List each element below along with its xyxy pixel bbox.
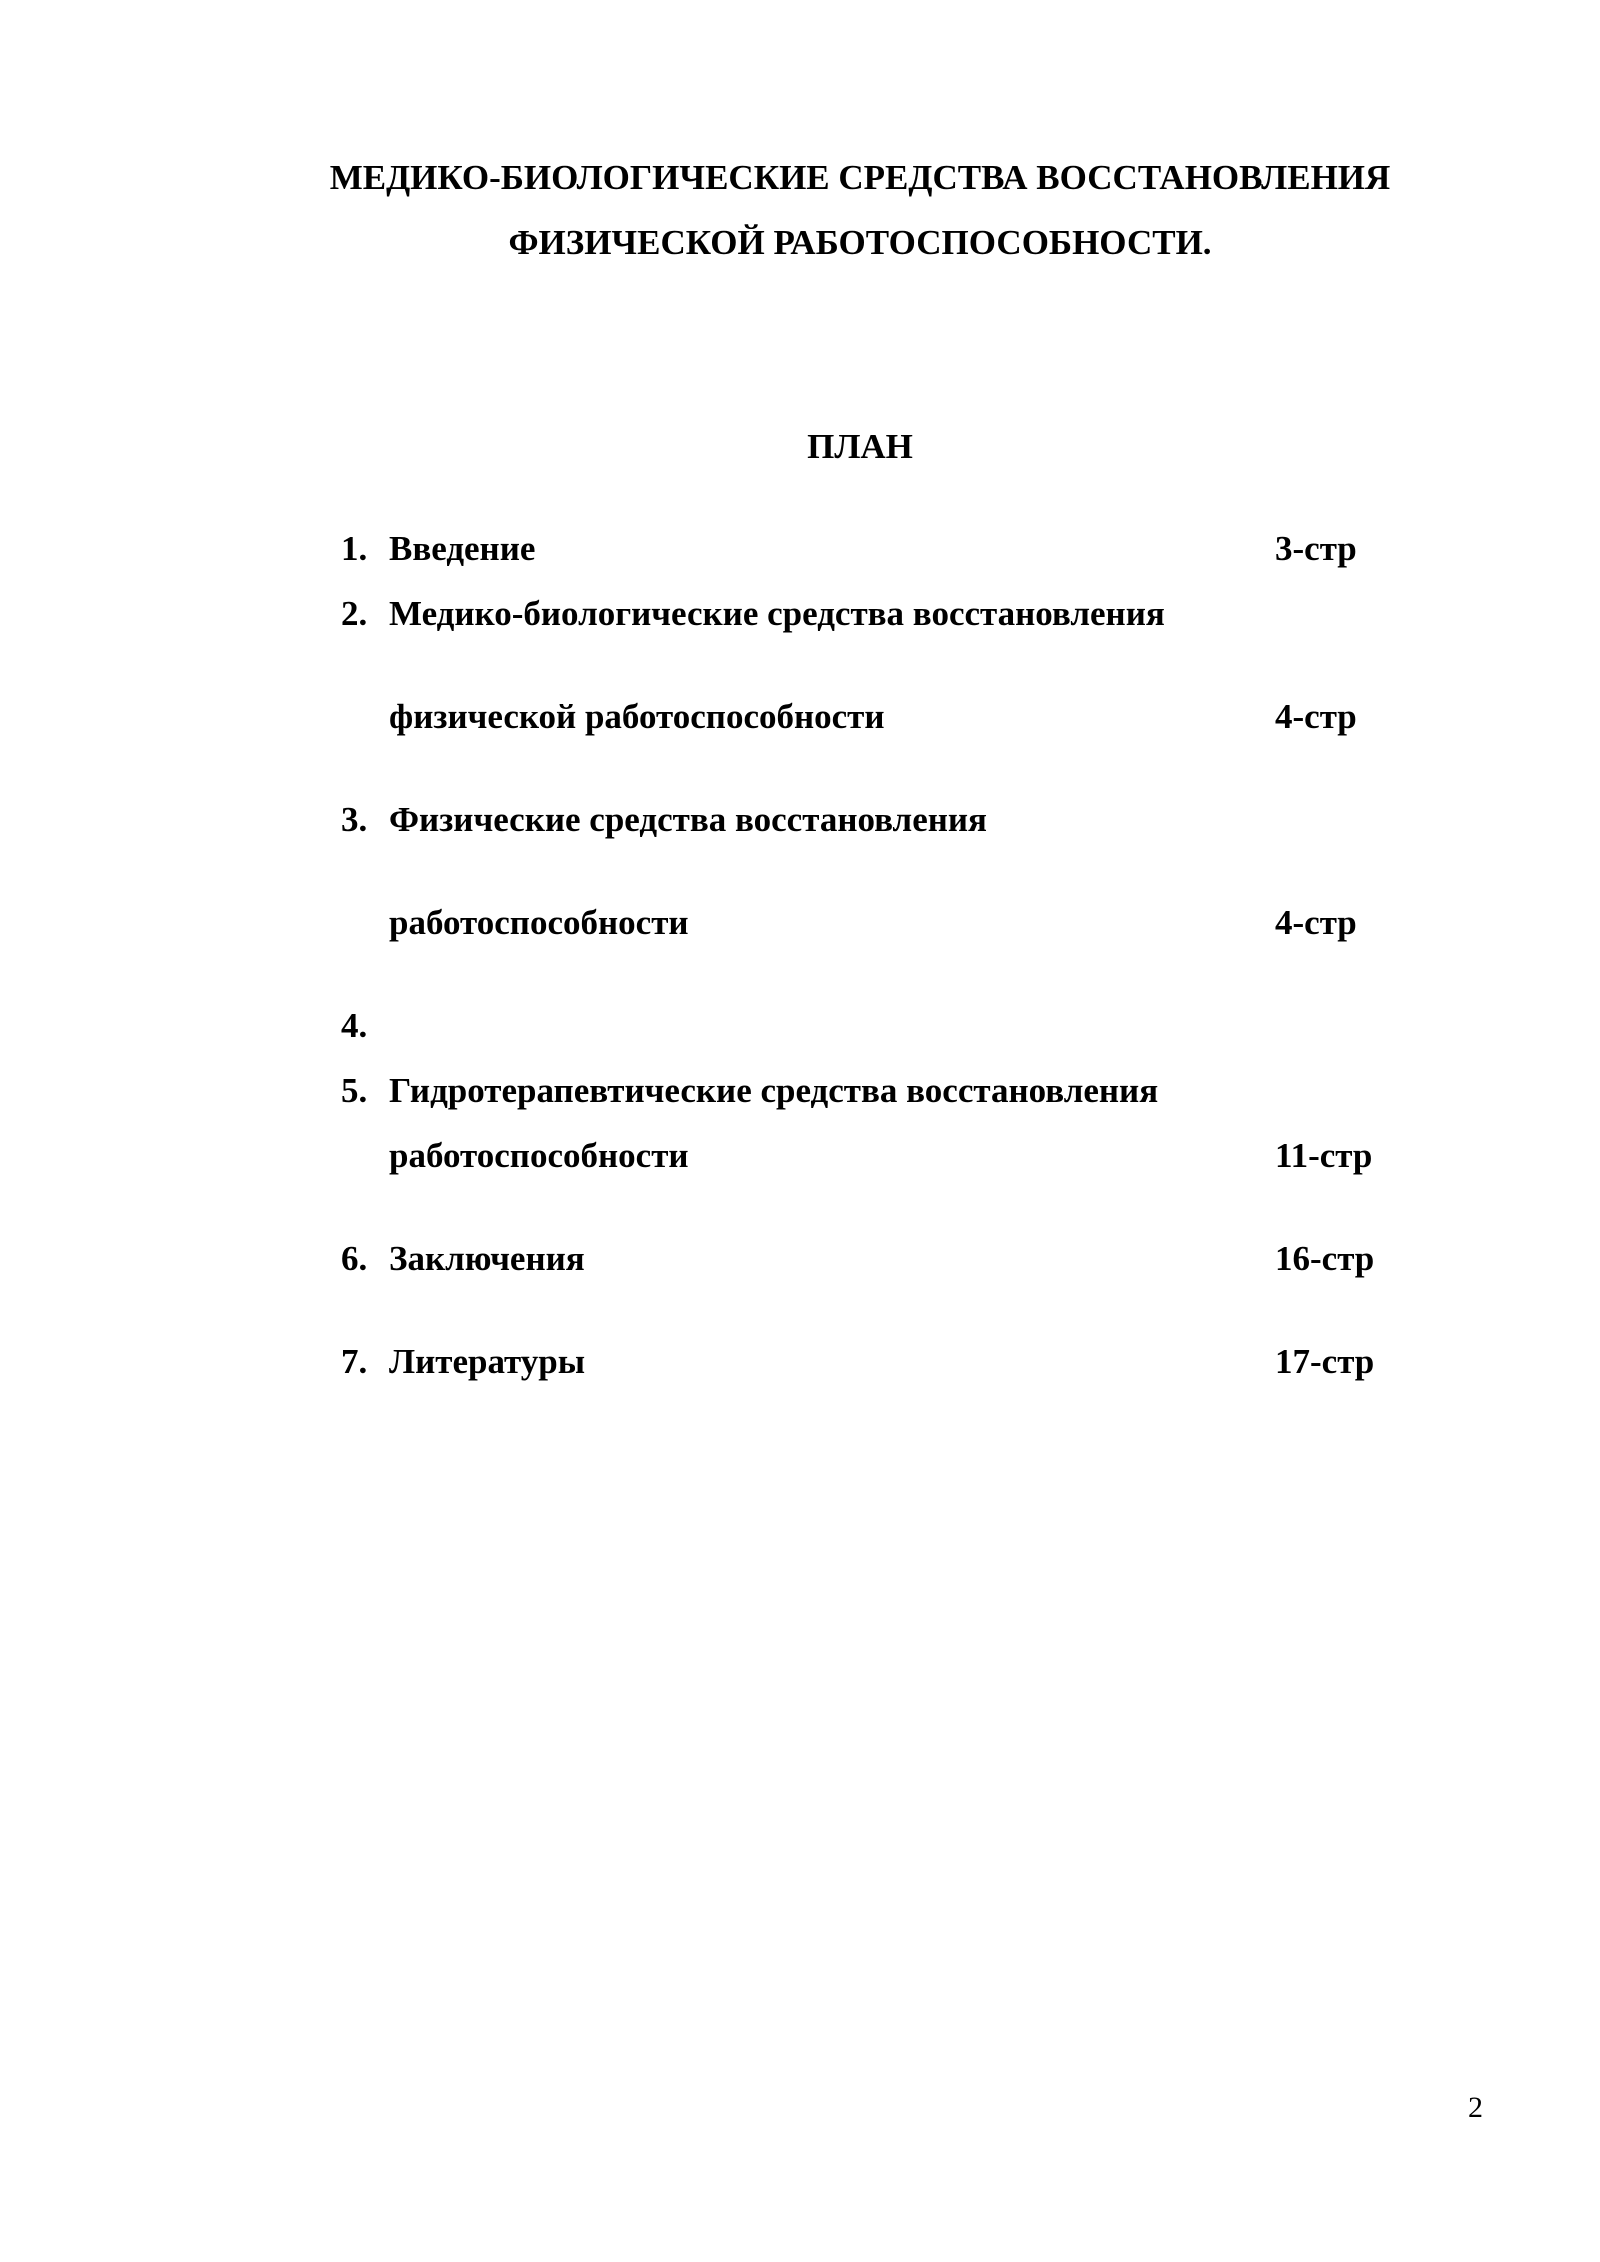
toc-item-number: 7. <box>341 1342 368 1381</box>
document-title-line-2: ФИЗИЧЕСКОЙ РАБОТОСПОСОБНОСТИ. <box>508 223 1212 262</box>
toc-item-3-continuation <box>0 893 1600 953</box>
toc-item-number: 3. <box>341 800 368 839</box>
toc-item-number: 5. <box>341 1071 368 1110</box>
toc-item-6 <box>0 1229 1600 1289</box>
toc-item-page: 4-стр <box>1275 903 1357 942</box>
toc-item-title: Физические средства восстановления <box>389 800 987 839</box>
toc-item-4 <box>0 996 1600 1056</box>
toc-item-page: 11-стр <box>1275 1136 1373 1175</box>
plan-heading: ПЛАН <box>807 427 913 466</box>
toc-item-number: 6. <box>341 1239 368 1278</box>
toc-item-3 <box>0 790 1600 850</box>
toc-item-title: Гидротерапевтические средства восстановления <box>389 1071 1159 1110</box>
toc-item-5 <box>0 1061 1600 1121</box>
toc-item-5-continuation <box>0 1126 1600 1186</box>
page-number: 2 <box>1468 2091 1483 2124</box>
toc-item-page: 17-стр <box>1275 1342 1375 1381</box>
toc-item-2 <box>0 584 1600 644</box>
toc-item-1 <box>0 519 1600 579</box>
toc-item-title: Литературы <box>389 1342 586 1381</box>
toc-item-title-continuation: физической работоспособности <box>389 697 885 736</box>
toc-item-page: 16-стр <box>1275 1239 1375 1278</box>
toc-item-page: 4-стр <box>1275 697 1357 736</box>
toc-item-title-continuation: работоспособности <box>389 903 689 942</box>
toc-item-number: 1. <box>341 529 368 568</box>
toc-item-title: Медико-биологические средства восстановления <box>389 594 1165 633</box>
toc-item-title: Заключения <box>389 1239 585 1278</box>
toc-item-number: 4. <box>341 1006 368 1045</box>
toc-item-page: 3-стр <box>1275 529 1357 568</box>
toc-item-number: 2. <box>341 594 368 633</box>
toc-item-title-continuation: работоспособности <box>389 1136 689 1175</box>
document-title-line-1: МЕДИКО-БИОЛОГИЧЕСКИЕ СРЕДСТВА ВОССТАНОВЛЕНИЯ <box>329 158 1391 197</box>
toc-item-7 <box>0 1332 1600 1392</box>
toc-item-title: Введение <box>389 529 536 568</box>
toc-item-2-continuation <box>0 687 1600 747</box>
